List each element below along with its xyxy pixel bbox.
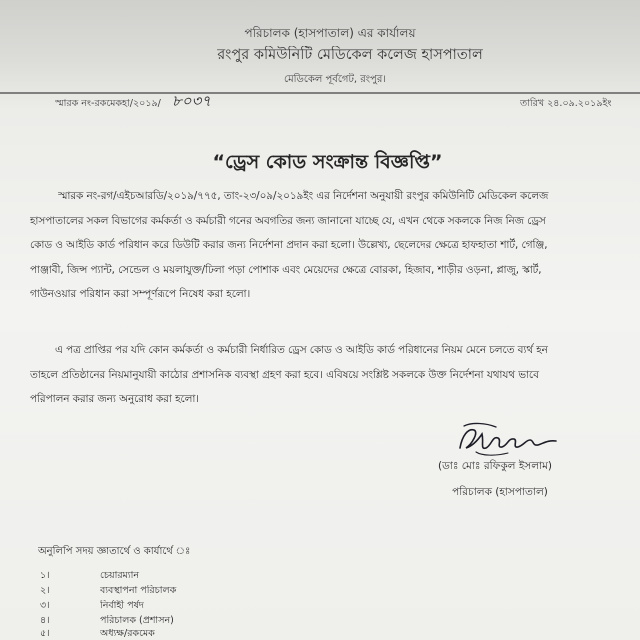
notice-title: “ড্রেস কোড সংক্রান্ত বিজ্ঞপ্তি” [212, 151, 443, 173]
memo-reference: স্মারক নং-রকমেকহা/২০১৯/ [55, 98, 161, 109]
paragraph-line: পরিপালন করার জন্য অনুরোধ করা হলো। [30, 393, 199, 405]
signatory-name: (ডাঃ মোঃ রফিকুল ইসলাম) [437, 460, 553, 472]
list-item: নির্বাহী পর্ষদ [100, 600, 144, 611]
list-item-number: ১। [40, 570, 50, 581]
list-item: ব্যবস্থাপনা পরিচালক [100, 585, 177, 596]
memo-handwritten-number: ৮০৩৭ [172, 92, 211, 110]
paragraph-line: তাহলে প্রতিষ্ঠানের নিয়মানুযায়ী কাঠোর প্রশাসনিক ব্যবস্থা গ্রহণ করা হবে। এবিষয়ে সংশ্লিষ্ট সকলকে উক্ত নির্দেশনা যথাযথ ভাবে [30, 369, 539, 381]
paragraph-line: কোড ও আইডি কার্ড পরিধান করে ডিউটি করার জন্য নির্দেশনা প্রদান করা হলো। উল্লেখ্য, ছেলেদের ক্ষেত্রে হাফহাতা শার্ট, গেঞ্জি, [30, 239, 548, 251]
paragraph-line: পাঞ্জাবী, জিন্স প্যান্ট, সেন্ডেল ও ময়লাযুক্ত/ঢিলা পড়া পোশাক এবং মেয়েদের ক্ষেত্রে বোরকা, হিজাব, শাড়ীর ওড়না, প্লাজু, স্কার্ট, [30, 264, 542, 276]
signatory-designation: পরিচালক (হাসপাতাল) [452, 486, 548, 498]
list-item: চেয়ারম্যান [100, 570, 140, 581]
list-item-number: ৪। [40, 615, 50, 626]
memo-date: তারিখ ২৪.০৯.২০১৯ইং [520, 98, 612, 109]
list-item: পরিচালক (প্রশাসন) [100, 615, 174, 626]
handwritten-signature [452, 418, 562, 462]
list-item-number: ৩। [40, 600, 50, 611]
list-item-number: ৫। [40, 628, 50, 639]
header-divider [0, 92, 640, 94]
hospital-name: রংপুর কমিউনিটি মেডিকেল কলেজ হাসপাতাল [217, 47, 483, 63]
hospital-address: মেডিকেল পূর্বগেট, রংপুর। [284, 74, 386, 85]
copy-distribution-heading: অনুলিপি সদয় জ্ঞাতার্থে ও কার্যার্থে ঃ [38, 546, 191, 557]
paragraph-line: হাসপাতালের সকল বিভাগের কর্মকর্তা ও কর্মচারী গনের অবগতির জন্য জানানো যাচ্ছে যে, এখন থেকে সকলকে নিজ নিজ ড্রেস [30, 215, 546, 227]
paragraph-line: গাউনওয়ার পরিধান করা সম্পূর্ণরূপে নিষেধ করা হলো। [30, 288, 251, 300]
list-item-number: ২। [40, 585, 50, 596]
paragraph-line: স্মারক নং-রগ/এইচআরডি/২০১৯/৭৭৫, তাং-২৩/০৯/২০১৯ইং এর নির্দেশনা অনুযায়ী রংপুর কমিউনিটি মেডিকেল কলেজ [58, 190, 549, 202]
paragraph-line: এ পত্র প্রাপ্তির পর যদি কোন কর্মকর্তা ও কর্মচারী নির্ধারিত ড্রেস কোড ও আইডি কার্ড পরিধানের নিয়ম মেনে চলতে ব্যর্থ হন [55, 344, 548, 356]
list-item: অধ্যক্ষ/রকমেক [100, 628, 155, 639]
office-title: পরিচালক (হাসপাতাল) এর কার্যালয় [244, 26, 416, 40]
